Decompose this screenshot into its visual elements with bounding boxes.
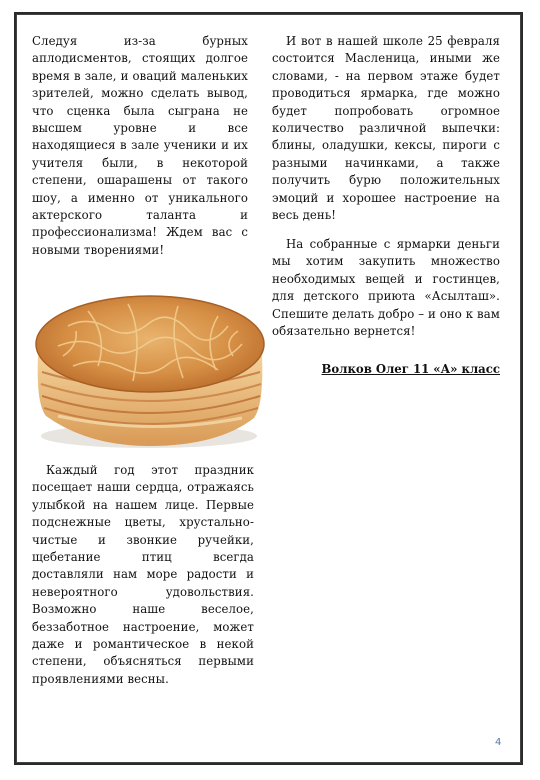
- pancake-stack-image: [28, 286, 270, 454]
- left-paragraph-bottom: Каждый год этот праздник посещает наши сердца, отражаясь улыбкой на нашем лице. Первые подснежные цветы, хрустально-чистые и звонкие ручейки, щебетание птиц всегда доставляли нам море радости и невероятного удовольствия. Возможно наше веселое, беззаботное настроение, может даже и романтическое в некой степени, объясняться первыми проявлениями весны.: [32, 463, 254, 686]
- page-number: 4: [495, 737, 502, 748]
- author-signature: Волков Олег 11 «А» класс: [321, 362, 500, 376]
- right-paragraph-2: На собранные с ярмарки деньги мы хотим закупить множество необходимых вещей и гостинцев, для детского приюта «Асылташ». Спешите делать добро – и оно к вам обязательно вернется!: [272, 237, 500, 339]
- left-paragraph-top: Следуя из-за бурных аплодисментов, стоящих долгое время в зале, и оваций маленьких зрителей, можно сделать вывод, что сценка была сыграна не высшем уровне и все находящиеся в зале ученики и их учителя были, в некоторой степени, ошарашены от такого шоу, а именно от уникального актерского таланта и профессионализма! Ждем вас с новыми творениями!: [32, 34, 248, 257]
- right-paragraph-1: И вот в нашей школе 25 февраля состоится Масленица, иными же словами, - на первом этаже будет проводиться ярмарка, где можно будет попробовать огромное количество различной выпечки: блины, оладушки, кексы, пироги с разными начинками, а также получить бурю положительных эмоций и хорошее настроение на весь день!: [272, 34, 500, 223]
